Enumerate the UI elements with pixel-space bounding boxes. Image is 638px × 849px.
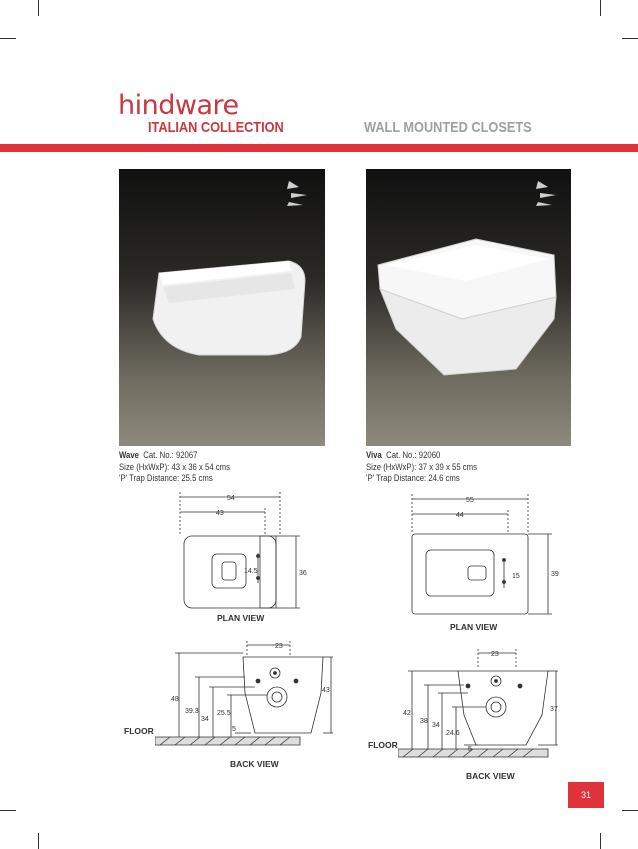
- plan-view-label: PLAN VIEW: [450, 622, 498, 632]
- dim-label: 34: [201, 716, 209, 723]
- crop-mark: [38, 0, 39, 16]
- wave-closet-illustration: [119, 169, 325, 446]
- dim-label: 14.5: [244, 568, 258, 575]
- back-view-viva: [398, 645, 568, 760]
- crop-mark: [600, 833, 601, 849]
- plan-view-wave: [170, 488, 320, 618]
- crop-mark: [38, 833, 39, 849]
- logo-mark-icon: [536, 181, 556, 206]
- dim-label: 39: [551, 571, 559, 578]
- dim-label: 54: [227, 495, 235, 502]
- floor-label: FLOOR: [368, 740, 398, 750]
- dim-label: 5: [468, 746, 472, 753]
- crop-mark: [622, 38, 638, 39]
- brand-logo: hindware: [118, 90, 239, 121]
- catalog-number: Cat. No.: 92067: [143, 450, 198, 460]
- dim-label: 48: [171, 696, 179, 703]
- crop-mark: [0, 38, 16, 39]
- product-photo-wave: [119, 169, 325, 446]
- viva-closet-illustration: [366, 169, 571, 446]
- dim-label: 5: [232, 726, 236, 733]
- product-photo-viva: [366, 169, 571, 446]
- section-title: WALL MOUNTED CLOSETS: [364, 119, 532, 136]
- trap-distance: 'P' Trap Distance: 25.5 cms: [119, 473, 213, 483]
- product-size: Size (HxWxP): 43 x 36 x 54 cms: [119, 461, 230, 472]
- product-name: Wave: [119, 450, 139, 460]
- dim-label: 24.6: [446, 730, 460, 737]
- dim-label: 37: [550, 706, 558, 713]
- dim-label: 23: [275, 643, 283, 650]
- product-size: Size (HxWxP): 37 x 39 x 55 cms: [366, 461, 477, 472]
- header-accent-bar: [0, 144, 638, 152]
- logo-mark-icon: [287, 181, 307, 206]
- dim-label: 55: [466, 497, 474, 504]
- crop-mark: [0, 810, 16, 811]
- dim-label: 34: [432, 722, 440, 729]
- back-view-wave: [155, 637, 340, 749]
- dim-label: 43: [322, 687, 330, 694]
- dim-label: 39.3: [185, 708, 199, 715]
- floor-label: FLOOR: [124, 726, 154, 736]
- page-number: 31: [568, 782, 604, 808]
- back-view-label: BACK VIEW: [466, 771, 515, 781]
- plan-view-label: PLAN VIEW: [217, 613, 265, 623]
- crop-mark: [600, 0, 601, 16]
- product-caption-viva: [366, 450, 477, 485]
- product-caption-wave: [119, 450, 230, 485]
- crop-mark: [622, 810, 638, 811]
- trap-distance: 'P' Trap Distance: 24.6 cms: [366, 473, 460, 483]
- dim-label: 15: [512, 573, 520, 580]
- collection-title: ITALIAN COLLECTION: [148, 119, 284, 136]
- product-name: Viva: [366, 450, 382, 460]
- dim-label: 42: [403, 710, 411, 717]
- dim-label: 38: [420, 718, 428, 725]
- plan-view-viva: [400, 490, 570, 625]
- dim-label: 43: [216, 510, 224, 517]
- dim-label: 36: [299, 570, 307, 577]
- dim-label: 44: [456, 512, 464, 519]
- catalog-number: Cat. No.: 92060: [386, 450, 441, 460]
- dim-label: 25.5: [217, 710, 231, 717]
- back-view-label: BACK VIEW: [230, 759, 279, 769]
- dim-label: 23: [491, 651, 499, 658]
